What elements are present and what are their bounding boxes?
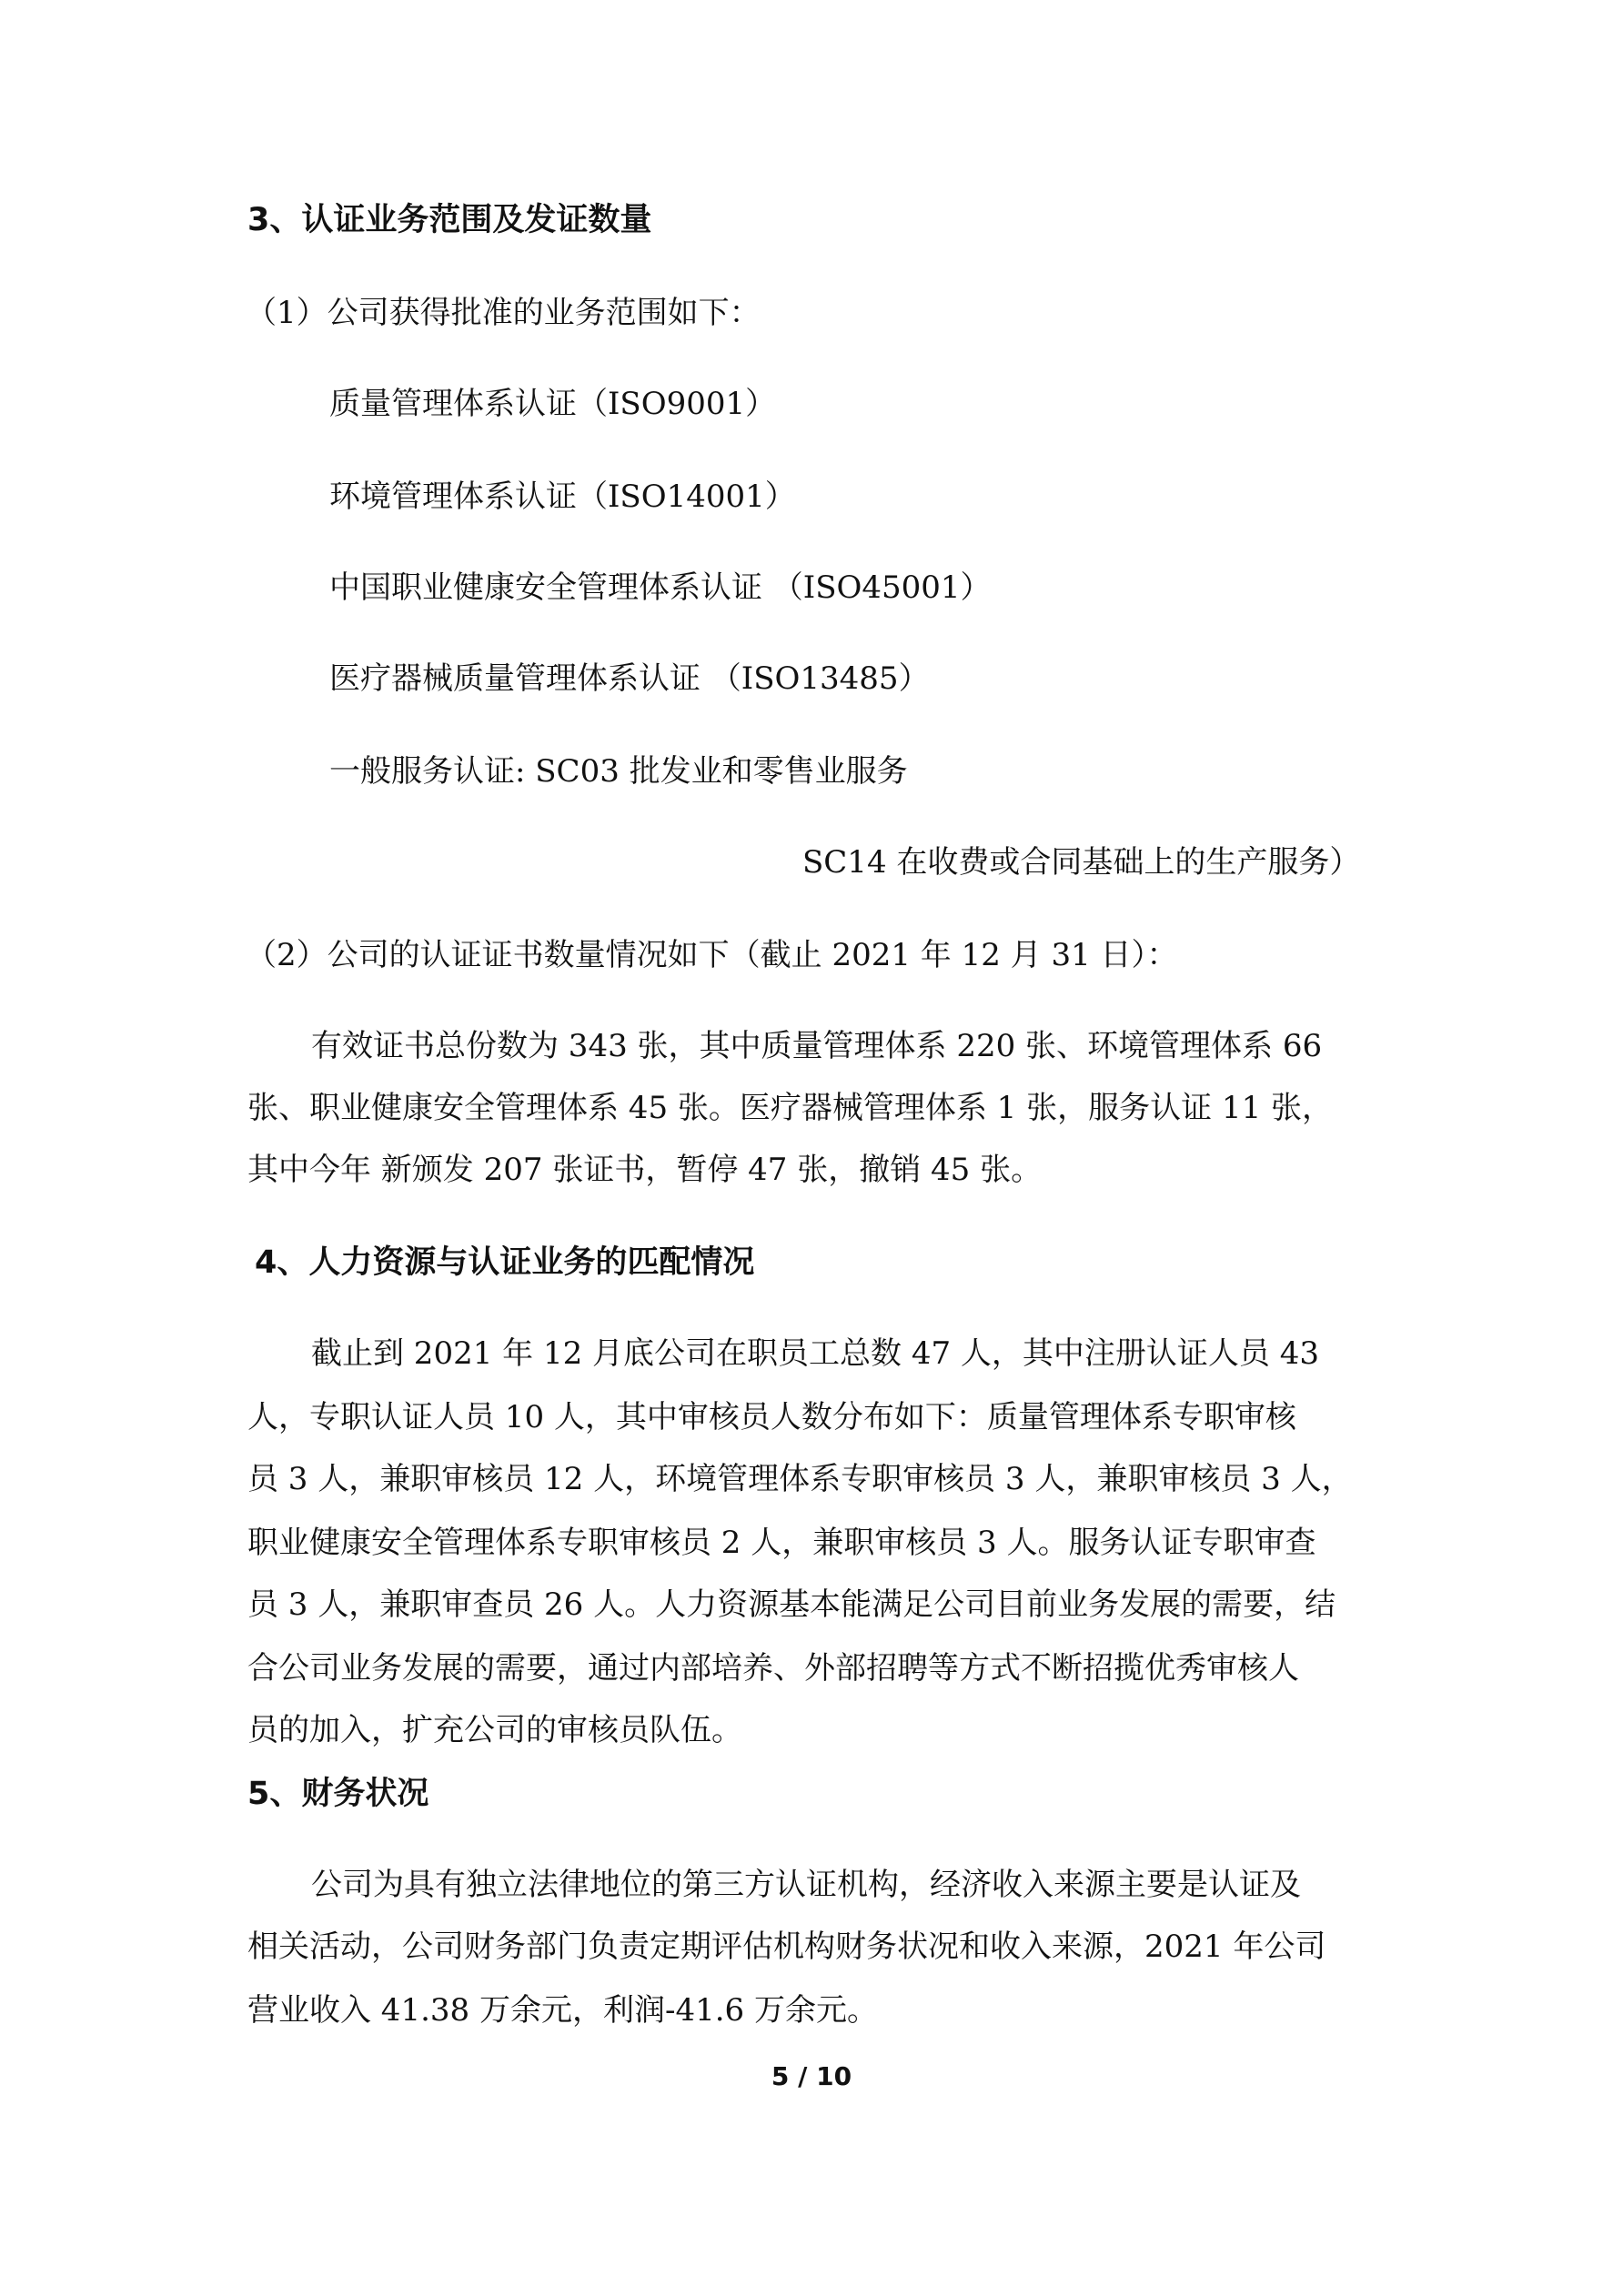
paragraph-line: 相关活动，公司财务部门负责定期评估机构财务状况和收入来源，2021 年公司: [247, 1928, 1326, 1965]
paragraph-line: 有效证书总份数为 343 张，其中质量管理体系 220 张、环境管理体系 66: [311, 1028, 1323, 1064]
paragraph-line: 公司为具有独立法律地位的第三方认证机构，经济收入来源主要是认证及: [311, 1867, 1301, 1903]
paragraph-line: 其中今年 新颁发 207 张证书，暂停 47 张，撤销 45 张。: [247, 1152, 1043, 1188]
scope-item: 环境管理体系认证（ISO14001）: [329, 478, 796, 515]
paragraph-line: 截止到 2021 年 12 月底公司在职员工总数 47 人，其中注册认证人员 43: [311, 1335, 1319, 1372]
scope-item: 质量管理体系认证（ISO9001）: [329, 386, 777, 422]
section-3-subheading-2: （2）公司的认证证书数量情况如下（截止 2021 年 12 月 31 日）：: [246, 937, 1178, 973]
paragraph-line: 张、职业健康安全管理体系 45 张。医疗器械管理体系 1 张，服务认证 11 张，: [247, 1090, 1334, 1126]
paragraph-line: 职业健康安全管理体系专职审核员 2 人，兼职审核员 3 人。服务认证专职审查: [247, 1525, 1316, 1561]
paragraph-line: 营业收入 41.38 万余元，利润-41.6 万余元。: [247, 1992, 878, 2029]
paragraph-line: 员 3 人，兼职审查员 26 人。人力资源基本能满足公司目前业务发展的需要，结: [247, 1586, 1336, 1623]
page-number: 5 / 10: [771, 2061, 852, 2091]
section-3-heading: 3、认证业务范围及发证数量: [247, 202, 652, 238]
section-3-subheading-1: （1）公司获得批准的业务范围如下：: [246, 295, 761, 331]
paragraph-line: 人，专职认证人员 10 人，其中审核员人数分布如下：质量管理体系专职审核: [247, 1399, 1296, 1435]
section-4-heading: 4、人力资源与认证业务的匹配情况: [255, 1244, 755, 1281]
scope-item: 中国职业健康安全管理体系认证 （ISO45001）: [329, 569, 992, 606]
paragraph-line: 员的加入，扩充公司的审核员队伍。: [247, 1712, 742, 1748]
paragraph-line: 合公司业务发展的需要，通过内部培养、外部招聘等方式不断招揽优秀审核人: [247, 1650, 1299, 1687]
scope-item: 医疗器械质量管理体系认证 （ISO13485）: [329, 660, 930, 697]
section-5-heading: 5、财务状况: [247, 1776, 429, 1812]
scope-item: SC14 在收费或合同基础上的生产服务）: [802, 844, 1361, 881]
paragraph-line: 员 3 人，兼职审核员 12 人，环境管理体系专职审核员 3 人，兼职审核员 3 人，: [247, 1461, 1353, 1497]
scope-item: 一般服务认证: SC03 批发业和零售业服务: [329, 753, 908, 790]
